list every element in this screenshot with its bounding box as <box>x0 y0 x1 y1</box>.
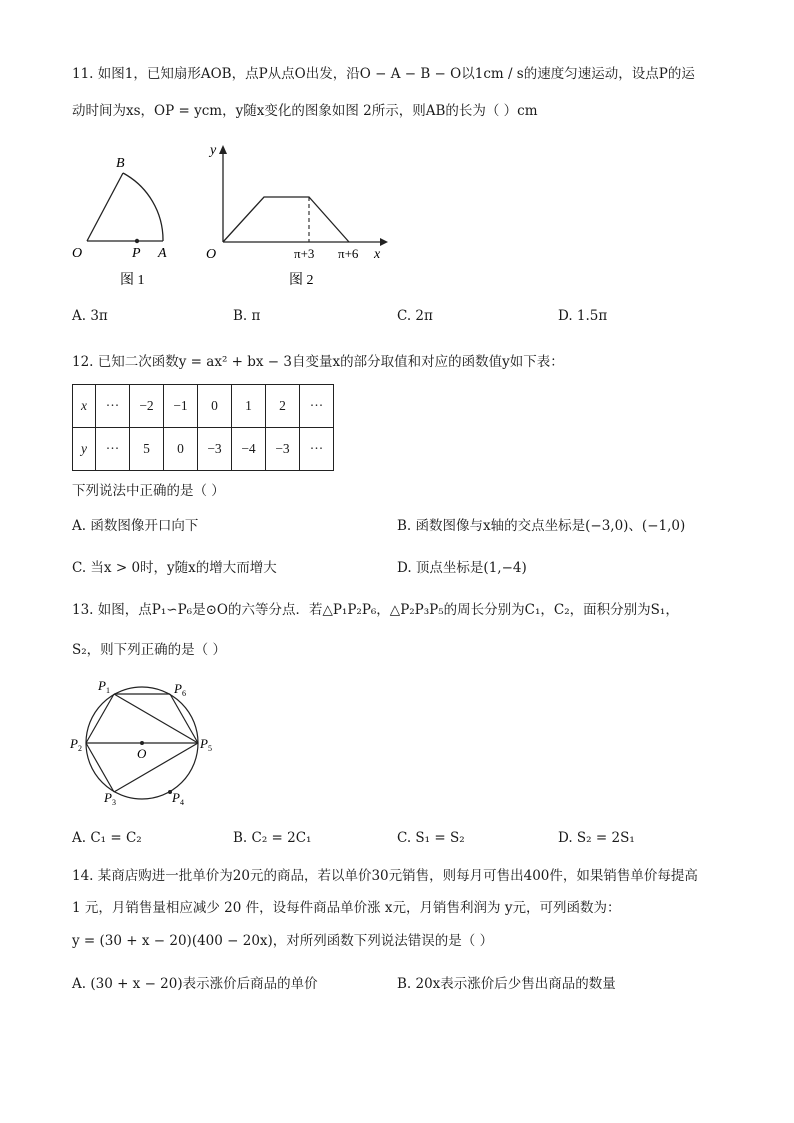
q14-option-b[interactable]: B. 20x表示涨价后少售出商品的数量 <box>397 976 616 992</box>
table-cell: ··· <box>96 428 130 471</box>
figure-1-caption: 图 1 <box>120 273 145 288</box>
axis-x-label: x <box>374 247 381 262</box>
q13-option-c[interactable]: C. S₁ = S₂ <box>397 830 465 846</box>
label-P3: $P_3$ <box>104 790 116 807</box>
label-P5: $P_5$ <box>200 736 212 753</box>
label-B: B <box>116 156 125 171</box>
q11-option-b[interactable]: B. π <box>233 308 261 324</box>
label-O: O <box>72 246 83 261</box>
q13-option-a[interactable]: A. C₁ = C₂ <box>72 830 142 846</box>
q13-stem-line2: S₂，则下列正确的是（ ） <box>72 642 226 658</box>
table-row-y <box>73 428 334 471</box>
table-cell: −4 <box>232 428 266 471</box>
q11-option-d[interactable]: D. 1.5π <box>558 308 608 324</box>
q11-figure-2-graph <box>198 140 393 295</box>
tick-label-pi-plus-6: π+6 <box>338 246 359 261</box>
axis-y-label: y <box>210 143 217 158</box>
label-P2: $P_2$ <box>70 736 82 753</box>
q12-stem: 12. 已知二次函数y = ax² + bx − 3自变量x的部分取值和对应的函数值y如下表： <box>72 354 564 370</box>
table-cell: ··· <box>96 385 130 428</box>
q12-option-c[interactable]: C. 当x > 0时，y随x的增大而增大 <box>72 560 277 576</box>
q11-figure-1 <box>62 150 182 295</box>
q11-stem-line1: 11. 如图1，已知扇形AOB，点P从点O出发，沿O − A − B − O以1cm / s的速度匀速运动，设点P的运 <box>72 66 695 82</box>
label-O: O <box>137 746 147 761</box>
q12-value-table <box>72 384 334 471</box>
q11-option-a[interactable]: A. 3π <box>72 308 108 324</box>
q13-hexagon-circle-figure <box>66 676 226 811</box>
q14-stem-line1: 14. 某商店购进一批单价为20元的商品，若以单价30元销售，则每月可售出400件，如果销售单价每提高 <box>72 868 698 884</box>
label-P: P <box>132 246 141 261</box>
q14-option-a[interactable]: A. (30 + x − 20)表示涨价后商品的单价 <box>72 976 318 992</box>
table-cell: −2 <box>130 385 164 428</box>
label-P4: $P_4$ <box>172 790 184 807</box>
q11-stem-line2: 动时间为xs，OP = ycm，y随x变化的图象如图 2所示，则AB的长为（ ）cm <box>72 103 538 119</box>
origin-label: O <box>206 247 217 262</box>
table-cell: y <box>73 428 96 471</box>
q12-option-a[interactable]: A. 函数图像开口向下 <box>72 518 199 534</box>
q13-stem-line1: 13. 如图，点P₁∽P₆是⊙O的六等分点．若△P₁P₂P₆，△P₂P₃P₅的周长分别为C₁，C₂，面积分别为S₁， <box>72 602 679 618</box>
table-cell: 0 <box>198 385 232 428</box>
table-cell: 0 <box>164 428 198 471</box>
table-cell: −3 <box>266 428 300 471</box>
label-P6: $P_6$ <box>174 681 186 698</box>
table-cell: 2 <box>266 385 300 428</box>
q14-stem-line2: 1 元，月销售量相应减少 20 件，设每件商品单价涨 x元，月销售利润为 y元，可列函数为： <box>72 900 621 916</box>
q13-option-d[interactable]: D. S₂ = 2S₁ <box>558 830 635 846</box>
table-cell: ··· <box>300 385 334 428</box>
table-row-x <box>73 385 334 428</box>
q12-option-d[interactable]: D. 顶点坐标是(1,−4) <box>397 560 527 576</box>
q13-option-b[interactable]: B. C₂ = 2C₁ <box>233 830 312 846</box>
q14-stem-line3: y = (30 + x − 20)(400 − 20x)，对所列函数下列说法错误的是（ ） <box>72 933 494 949</box>
label-A: A <box>158 246 167 261</box>
table-cell: 1 <box>232 385 266 428</box>
table-cell: −3 <box>198 428 232 471</box>
q12-prompt: 下列说法中正确的是（ ） <box>72 483 225 499</box>
table-cell: x <box>73 385 96 428</box>
table-cell: −1 <box>164 385 198 428</box>
table-cell: ··· <box>300 428 334 471</box>
figure-2-caption: 图 2 <box>289 273 314 288</box>
q12-option-b[interactable]: B. 函数图像与x轴的交点坐标是(−3,0)、(−1,0) <box>397 518 686 534</box>
tick-label-pi-plus-3: π+3 <box>294 246 315 261</box>
q11-option-c[interactable]: C. 2π <box>397 308 433 324</box>
label-P1: $P_1$ <box>98 678 110 695</box>
table-cell: 5 <box>130 428 164 471</box>
